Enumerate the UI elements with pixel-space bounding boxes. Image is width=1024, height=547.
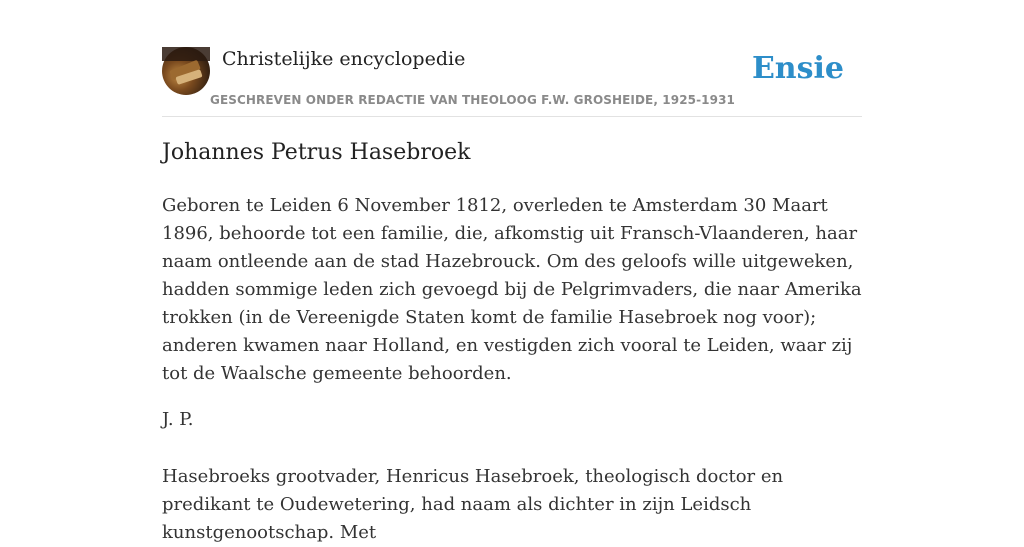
article-paragraph: Geboren te Leiden 6 November 1812, overleden te Amsterdam 30 Maart 1896, behoorde tot een familie, die, afkomstig uit Fransch-Vlaanderen, haar naam ontleende aan de stad Hazebrouck. Om des geloofs wille uitgeweken, hadden sommige leden zich gevoegd bij de Pelgrimvaders, die naar Amerika trokken (in de Vereenigde Staten komt de familie Hasebroek nog voor); anderen kwamen naar Holland, en vestigden zich vooral te Leiden, waar zij tot de Waalsche gemeente behoorden. <box>162 195 862 384</box>
article-paragraph: Hasebroeks grootvader, Henricus Hasebroek, theologisch doctor en predikant te Oudewetering, had naam als dichter in zijn Leidsch kunstgenootschap. Met <box>162 466 784 543</box>
ensie-logo[interactable]: Ensie <box>751 51 844 86</box>
article-title: Johannes Petrus Hasebroek <box>162 140 471 165</box>
books-icon[interactable] <box>162 47 210 95</box>
article-paragraph: J. P. <box>162 409 194 430</box>
site-subtitle: GESCHREVEN ONDER REDACTIE VAN THEOLOOG F.W. GROSHEIDE, 1925-1931 <box>210 93 735 107</box>
site-title[interactable]: Christelijke encyclopedie <box>222 48 466 70</box>
site-header <box>162 46 862 117</box>
